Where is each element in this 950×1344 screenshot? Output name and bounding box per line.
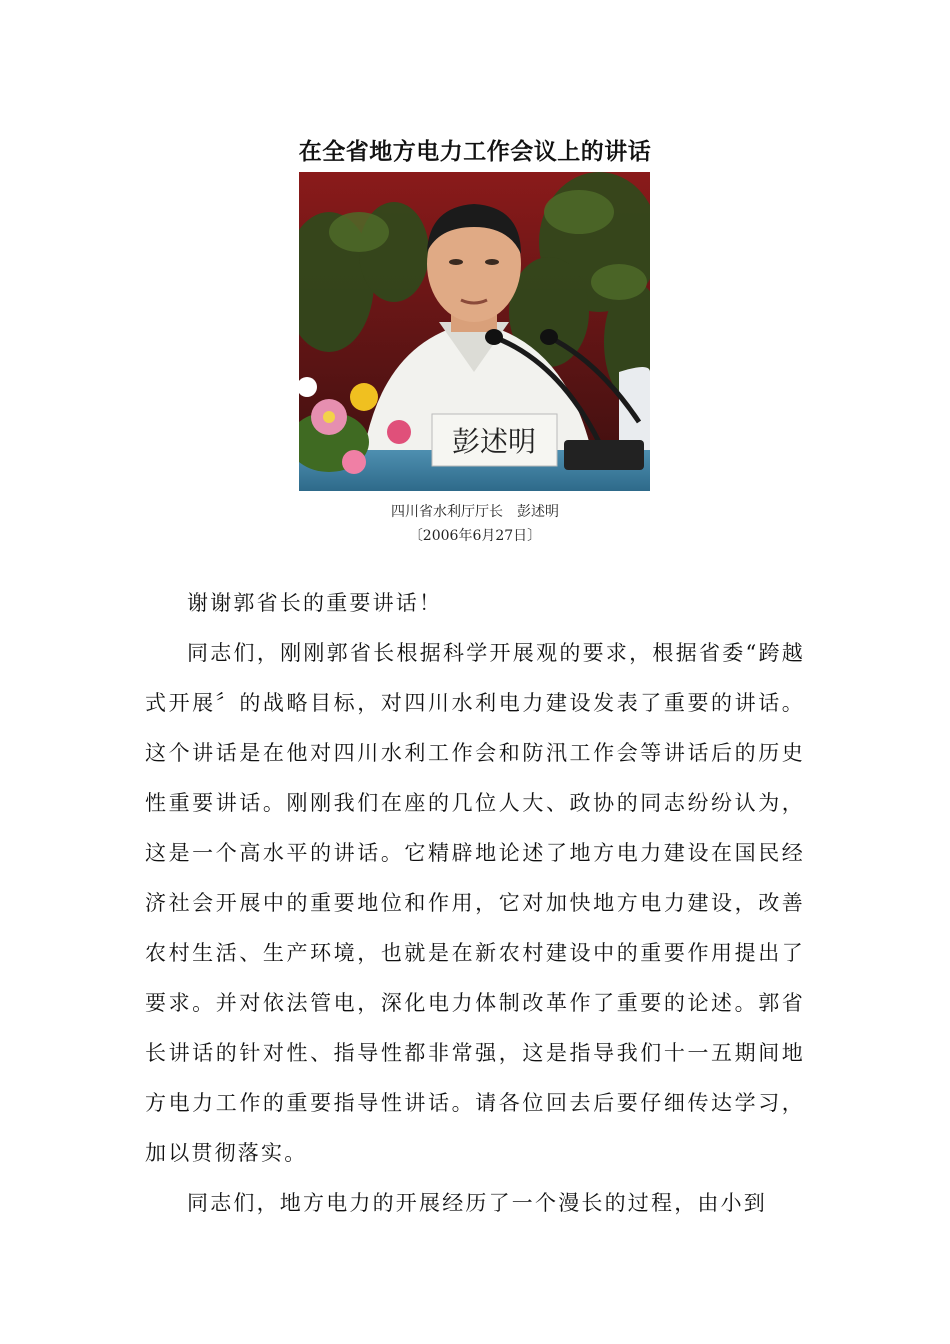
- document-title: 在全省地方电力工作会议上的讲话: [298, 139, 652, 165]
- paragraph: 同志们，地方电力的开展经历了一个漫长的过程，由小到: [187, 1191, 767, 1215]
- paragraph: 谢谢郭省长的重要讲话！: [187, 591, 443, 615]
- caption-date: 〔2006年6月27日〕: [408, 528, 542, 544]
- speaker-photo: [299, 172, 650, 491]
- document-body: [145, 578, 805, 1228]
- paragraph: 同志们，刚刚郭省长根据科学开展观的要求，根据省委“跨越式开展〞的战略目标，对四川水利电力建设发表了重要的讲话。这个讲话是在他对四川水利工作会和防汛工作会等讲话后的历史性重要讲话。刚刚我们在座的几位人大、政协的同志纷纷认为，这是一个高水平的讲话。它精辟地论述了地方电力建设在国民经济社会开展中的重要地位和作用，它对加快地方电力建设，改善农村生活、生产环境，也就是在新农村建设中的重要作用提出了要求。并对依法管电，深化电力体制改革作了重要的论述。郭省长讲话的针对性、指导性都非常强，这是指导我们十一五期间地方电力工作的重要指导性讲话。请各位回去后要仔细传达学习，加以贯彻落实。: [145, 641, 805, 1165]
- caption-author: 四川省水利厅厅长 彭述明: [391, 504, 559, 520]
- name-placard-text: 彭述明: [451, 425, 537, 458]
